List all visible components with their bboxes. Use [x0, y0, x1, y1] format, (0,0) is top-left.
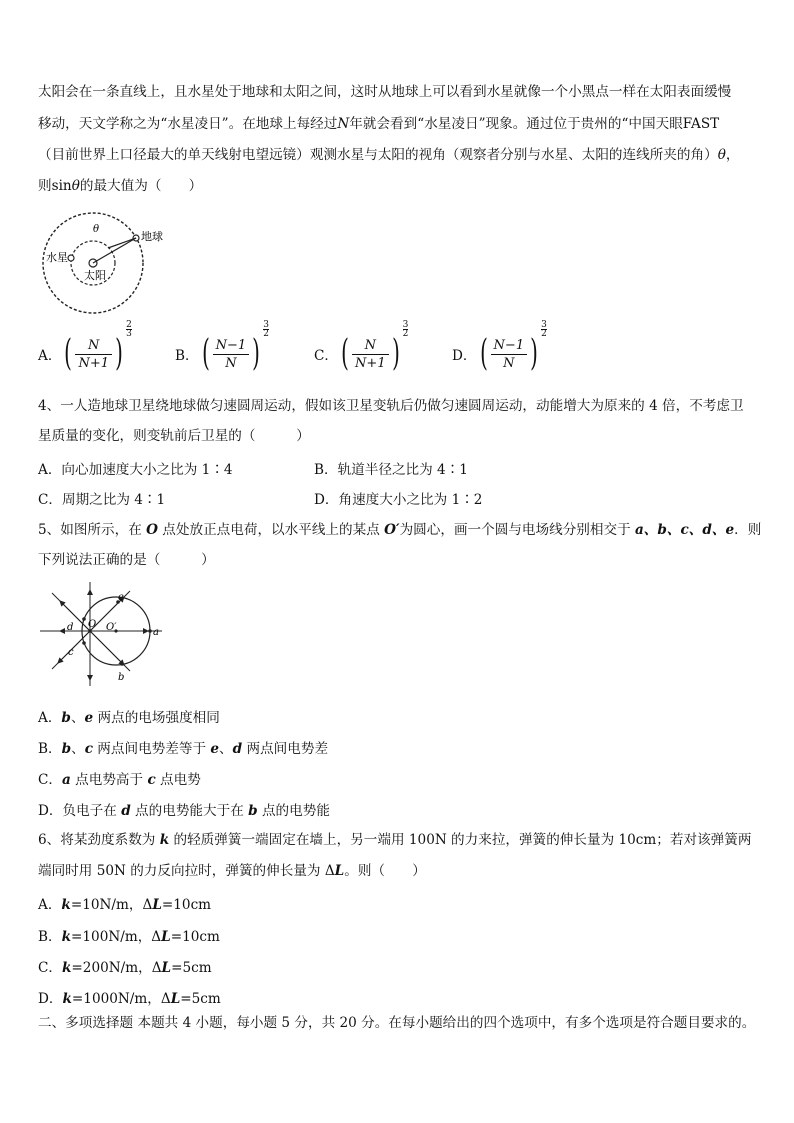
earth-sun-line	[93, 238, 136, 263]
q6-option-c-lv: =5cm	[171, 960, 212, 976]
q3-option-a-label: A．	[38, 348, 62, 364]
q3-line3-a: （目前世界上口径最大的单天线射电望远镜）观测水星与太阳的视角（观察者分别与水星、太阳的连线所夹的角）	[38, 147, 718, 163]
point-c-dot	[82, 641, 86, 645]
q6-option-d-k: k	[62, 991, 72, 1007]
q3-option-a-den: N+1	[78, 355, 110, 371]
point-a-dot	[148, 629, 152, 633]
q3-option-a	[38, 319, 132, 374]
q6-option-b-L: L	[161, 929, 171, 945]
q5-option-a-tail: 两点的电场强度相同	[93, 710, 220, 726]
q3-line2-a: 移动，天文学称之为“水星凌日”。在地球上每经过	[38, 116, 338, 132]
q6-option-b-label: B．	[38, 929, 62, 945]
q3-option-c-frac	[352, 337, 389, 372]
q3-option-d-exp	[541, 321, 547, 338]
q3-option-a-lparen: (	[64, 333, 73, 374]
mercury-dot	[68, 255, 74, 261]
q5-option-b-e: e	[210, 741, 220, 757]
q3-option-d-num: N−1	[491, 337, 528, 355]
q6-line1-b: 的轻质弹簧一端固定在墙上，另一端用 100N 的力来拉，弹簧的伸长量为 10cm；若对该弹簧两	[169, 832, 752, 848]
q5-option-b-mid: 两点间电势差等于	[92, 741, 211, 757]
q3-option-c	[314, 319, 409, 374]
q6-var-k: k	[159, 832, 170, 848]
q3-option-d-label: D．	[452, 348, 477, 364]
q4-option-a: A．向心加速度大小之比为 1∶4	[38, 462, 233, 478]
q6-option-d-label: D．	[38, 991, 63, 1007]
point-b-dot	[120, 662, 124, 666]
q5-line1-d: ．则	[734, 522, 762, 538]
q6-line2-a: 端同时用 50N 的力反向拉时，弹簧的伸长量为 Δ	[38, 863, 335, 879]
q5-option-d-b: b	[248, 803, 258, 819]
q3-option-b-frac	[213, 337, 250, 372]
q5-text-line2: 下列说法正确的是（ ）	[38, 552, 215, 568]
q5-option-d-d: d	[121, 803, 131, 819]
q6-option-b	[38, 925, 220, 945]
q3-text-line4	[38, 176, 202, 196]
q3-option-a-num: N	[75, 337, 112, 355]
q5-point-O2: O′	[384, 522, 400, 538]
q3-option-c-label: C．	[314, 348, 338, 364]
q5-line1-c: 为圆心，画一个圆与电场线分别相交于	[399, 522, 635, 538]
q6-option-a-kv: =10N/m，Δ	[70, 897, 153, 913]
q6-line1-a: 6、将某劲度系数为	[38, 832, 160, 848]
q4-option-b: B．轨道半径之比为 4∶1	[314, 462, 468, 478]
label-O2: O′	[106, 622, 117, 633]
q6-option-d-lv: =5cm	[180, 991, 221, 1007]
q6-option-b-k: k	[61, 929, 72, 945]
q3-line4-theta: θ	[71, 178, 80, 194]
q3-option-d-frac	[491, 337, 528, 372]
q3-option-d-exp-num: 3	[541, 319, 547, 330]
q3-text-line1: 太阳会在一条直线上，且水星处于地球和太阳之间，这时从地球上可以看到水星就像一个小黑点一样在太阳表面缓慢	[38, 84, 732, 100]
q3-option-c-exp-den: 2	[402, 328, 409, 339]
q3-fig-theta: θ	[93, 224, 100, 235]
q3-text-line3	[38, 145, 739, 165]
q5-option-c	[38, 768, 201, 788]
q5-option-c-label: C．	[38, 772, 62, 788]
q6-option-b-lv: =10cm	[170, 929, 220, 945]
label-c: c	[68, 647, 74, 658]
label-e: e	[118, 592, 124, 603]
q3-text-line2	[38, 114, 719, 134]
q5-option-d-mid: 点的电势能大于在	[130, 803, 249, 819]
q3-option-c-num: N	[352, 337, 389, 355]
q6-option-a-L: L	[152, 897, 162, 913]
q5-field-figure	[38, 580, 168, 688]
q5-option-a-b: b	[61, 710, 71, 726]
q3-option-a-exp	[126, 321, 132, 338]
label-O: O	[88, 619, 97, 630]
q5-option-c-mid: 点电势高于	[70, 772, 148, 788]
q3-line3-end: ，	[725, 147, 740, 163]
q6-option-a-k: k	[61, 897, 71, 913]
q3-option-c-exp-num: 3	[402, 319, 409, 330]
q3-option-c-lparen: (	[341, 333, 349, 374]
q3-fig-sun: 太阳	[84, 269, 106, 282]
q3-option-d-lparen: (	[479, 333, 488, 374]
q5-option-a-sep: 、	[70, 710, 85, 726]
q5-option-b-d: d	[232, 741, 243, 757]
q6-line2-b: 。则（ ）	[344, 863, 426, 879]
q5-option-b-sep2: 、	[219, 741, 233, 757]
q5-option-b-c: c	[84, 741, 93, 757]
q5-line1-b: 点处放正点电荷，以水平线上的某点	[157, 522, 385, 538]
q3-option-b-num: N−1	[213, 337, 250, 355]
q5-option-c-c: c	[147, 772, 156, 788]
q3-option-b-exp-num: 3	[263, 319, 269, 330]
q3-option-a-exp-den: 3	[126, 328, 132, 339]
q3-option-d	[452, 319, 547, 374]
q5-option-c-tail: 点电势	[155, 772, 201, 788]
q3-option-b-lparen: (	[201, 333, 210, 374]
q6-option-c-k: k	[62, 960, 72, 976]
q5-line1-a: 5、如图所示，在	[38, 522, 147, 538]
q5-option-a-label: A．	[38, 710, 62, 726]
q3-line4-b: 的最大值为（ ）	[79, 178, 203, 194]
q5-option-d	[38, 799, 330, 819]
point-d-dot	[82, 617, 86, 621]
q6-option-a	[38, 893, 211, 913]
q5-option-d-tail: 点的电势能	[257, 803, 330, 819]
q3-option-b	[175, 319, 269, 374]
q4-option-c: C．周期之比为 4∶1	[38, 492, 166, 508]
q3-option-d-rparen: )	[530, 333, 538, 374]
q6-var-L: L	[334, 863, 345, 879]
q3-option-c-den: N+1	[355, 355, 386, 371]
q5-option-b-b: b	[61, 741, 72, 757]
q3-option-b-rparen: )	[252, 333, 261, 374]
q6-option-c-L: L	[161, 960, 172, 976]
q5-option-b-label: B．	[38, 741, 62, 757]
q3-fig-mercury: 水星	[46, 251, 68, 264]
q3-option-b-exp	[263, 321, 269, 338]
q4-text-line1: 4、一人造地球卫星绕地球做匀速圆周运动，假如该卫星变轨后仍做匀速圆周运动，动能增大为原来的 4 倍，不考虑卫	[38, 398, 744, 414]
label-d: d	[67, 622, 74, 633]
q6-option-c-label: C．	[38, 960, 62, 976]
q6-option-d-L: L	[170, 991, 181, 1007]
q5-option-b-sep1: 、	[71, 741, 85, 757]
q3-option-b-exp-den: 2	[263, 328, 269, 339]
q3-line4-a: 则sin	[38, 178, 72, 194]
q3-option-a-frac	[75, 337, 112, 372]
q6-option-a-label: A．	[38, 897, 62, 913]
q6-option-c	[38, 956, 212, 976]
q6-option-d-kv: =1000N/m，Δ	[71, 991, 171, 1007]
arrow-downleft	[58, 631, 90, 663]
q5-option-a-e: e	[84, 710, 94, 726]
q5-points: a、b、c、d、e	[635, 522, 735, 538]
q3-option-a-rparen: )	[115, 333, 123, 374]
q5-option-b-tail: 两点间电势差	[242, 741, 329, 757]
q3-var-theta: θ	[717, 147, 726, 163]
q4-option-d: D．角速度大小之比为 1∶2	[314, 492, 483, 508]
q3-option-b-den: N	[225, 355, 237, 371]
q5-point-O: O	[146, 522, 158, 538]
q3-option-c-rparen: )	[391, 333, 400, 374]
arrow-downright	[90, 631, 124, 665]
q5-option-c-a: a	[62, 772, 71, 788]
q5-option-b	[38, 737, 328, 757]
q6-option-a-lv: =10cm	[161, 897, 212, 913]
q3-option-d-den: N	[503, 355, 515, 371]
label-b: b	[118, 672, 125, 683]
q6-text-line1	[38, 830, 751, 850]
q6-option-b-kv: =100N/m，Δ	[71, 929, 162, 945]
q3-option-d-exp-den: 2	[541, 328, 547, 339]
q6-option-d	[38, 987, 221, 1007]
q3-option-c-exp	[403, 321, 409, 338]
section-2-heading: 二、多项选择题 本题共 4 小题，每小题 5 分，共 20 分。在每小题给出的四个选项中，有多个选项是符合题目要求的。	[38, 1015, 756, 1031]
q6-option-c-kv: =200N/m，Δ	[71, 960, 162, 976]
q5-option-d-label: D．负电子在	[38, 803, 122, 819]
q3-fig-earth: 地球	[141, 230, 163, 243]
q5-text-line1	[38, 520, 761, 540]
q3-option-a-exp-num: 2	[126, 319, 132, 330]
label-a: a	[153, 627, 159, 638]
q3-var-N: N	[337, 116, 350, 132]
q3-option-b-label: B．	[175, 348, 199, 364]
q5-option-a	[38, 706, 220, 726]
q3-line2-b: 年就会看到“水星凌日”现象。通过位于贵州的“中国天眼FAST	[349, 116, 720, 132]
q3-orbit-figure	[38, 210, 163, 310]
q4-text-line2: 星质量的变化，则变轨前后卫星的（ ）	[38, 428, 310, 444]
q6-text-line2	[38, 861, 426, 881]
